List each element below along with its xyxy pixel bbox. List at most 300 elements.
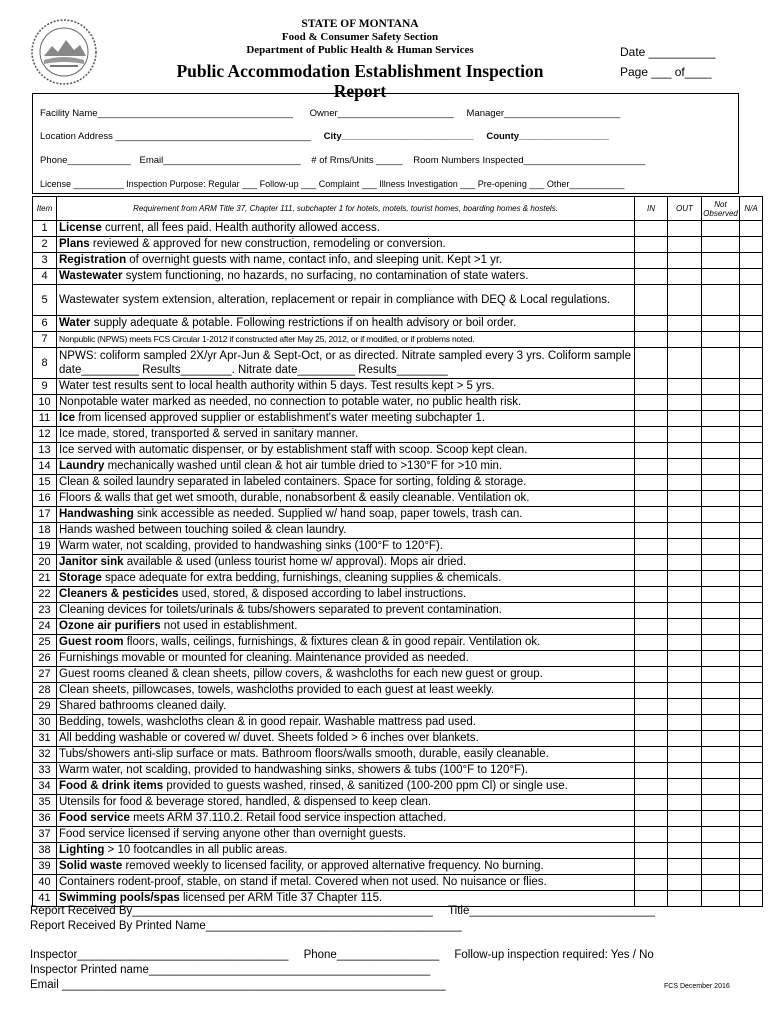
na-checkbox[interactable]	[740, 571, 763, 587]
manager-field[interactable]: Manager______________________	[466, 108, 621, 119]
table-row	[33, 587, 763, 603]
out-checkbox[interactable]	[668, 699, 702, 715]
not-observed-checkbox[interactable]	[702, 332, 740, 348]
requirement-text	[57, 459, 635, 475]
requirement-text	[57, 795, 635, 811]
requirement-detail: Shared bathrooms cleaned daily.	[59, 700, 227, 712]
requirement-text	[57, 285, 635, 316]
in-checkbox[interactable]	[635, 475, 668, 491]
out-checkbox[interactable]	[668, 443, 702, 459]
in-checkbox[interactable]	[635, 491, 668, 507]
na-checkbox[interactable]	[740, 379, 763, 395]
na-checkbox[interactable]	[740, 475, 763, 491]
in-checkbox[interactable]	[635, 587, 668, 603]
table-row	[33, 221, 763, 237]
in-checkbox[interactable]	[635, 683, 668, 699]
requirement-detail: NPWS: coliform sampled 2X/yr Apr-Jun & Sept-Oct, or as directed. Nitrate sampled every 3 yrs. Coliform sample date_________ Results________. Nitrate date_________ Results________	[59, 350, 631, 376]
table-row	[33, 571, 763, 587]
requirement-detail: Clean & soiled laundry separated in labeled containers. Space for sorting, folding & storage.	[59, 476, 527, 488]
in-checkbox[interactable]	[635, 843, 668, 859]
not-observed-checkbox[interactable]	[702, 253, 740, 269]
requirement-text	[57, 253, 635, 269]
not-observed-checkbox[interactable]	[702, 651, 740, 667]
requirement-text	[57, 875, 635, 891]
in-checkbox[interactable]	[635, 619, 668, 635]
not-observed-checkbox[interactable]	[702, 395, 740, 411]
na-checkbox[interactable]	[740, 269, 763, 285]
in-checkbox[interactable]	[635, 795, 668, 811]
requirement-keyword: Lighting	[59, 844, 105, 856]
out-checkbox[interactable]	[668, 427, 702, 443]
out-checkbox[interactable]	[668, 332, 702, 348]
table-row	[33, 523, 763, 539]
na-checkbox[interactable]	[740, 491, 763, 507]
na-checkbox[interactable]	[740, 221, 763, 237]
item-number: 7	[33, 332, 57, 348]
not-observed-checkbox[interactable]	[702, 731, 740, 747]
table-row	[33, 253, 763, 269]
requirement-keyword: License	[59, 222, 102, 234]
requirement-keyword: Janitor sink	[59, 556, 124, 568]
in-checkbox[interactable]	[635, 747, 668, 763]
county-field[interactable]: County_________________	[486, 131, 609, 142]
table-row	[33, 379, 763, 395]
in-checkbox[interactable]	[635, 443, 668, 459]
not-observed-checkbox[interactable]	[702, 555, 740, 571]
out-checkbox[interactable]	[668, 269, 702, 285]
in-checkbox[interactable]	[635, 763, 668, 779]
requirement-detail: space adequate for extra bedding, furnishings, cleaning supplies & chemicals.	[101, 572, 502, 584]
na-checkbox[interactable]	[740, 843, 763, 859]
table-row	[33, 443, 763, 459]
not-observed-checkbox[interactable]	[702, 316, 740, 332]
table-row	[33, 619, 763, 635]
na-checkbox[interactable]	[740, 332, 763, 348]
in-checkbox[interactable]	[635, 571, 668, 587]
not-observed-checkbox[interactable]	[702, 411, 740, 427]
table-row	[33, 763, 763, 779]
table-row	[33, 795, 763, 811]
na-checkbox[interactable]	[740, 507, 763, 523]
na-checkbox[interactable]	[740, 237, 763, 253]
requirement-detail: floors, walls, ceilings, furnishings, & fixtures clean & in good repair. Ventilation ok.	[123, 636, 541, 648]
item-number: 14	[33, 459, 57, 475]
in-checkbox[interactable]	[635, 237, 668, 253]
out-checkbox[interactable]	[668, 379, 702, 395]
room-numbers-field[interactable]: Room Numbers Inspected_______________________	[413, 155, 646, 166]
requirement-text	[57, 683, 635, 699]
not-observed-checkbox[interactable]	[702, 221, 740, 237]
not-observed-checkbox[interactable]	[702, 827, 740, 843]
in-checkbox[interactable]	[635, 269, 668, 285]
location-address-field[interactable]: Location Address _____________________________________	[40, 131, 312, 142]
not-observed-checkbox[interactable]	[702, 811, 740, 827]
followup-field[interactable]: Follow-up inspection required: Yes / No	[454, 949, 654, 961]
facility-name-field[interactable]: Facility Name_____________________________________	[40, 108, 294, 119]
na-checkbox[interactable]	[740, 763, 763, 779]
not-observed-checkbox[interactable]	[702, 779, 740, 795]
in-checkbox[interactable]	[635, 507, 668, 523]
not-observed-checkbox[interactable]	[702, 619, 740, 635]
requirement-keyword: Storage	[59, 572, 102, 584]
requirement-text	[57, 747, 635, 763]
not-observed-checkbox[interactable]	[702, 348, 740, 379]
inspector-field[interactable]: Inspector_________________________________	[30, 949, 289, 961]
na-checkbox[interactable]	[740, 443, 763, 459]
requirement-keyword: Food & drink items	[59, 780, 164, 792]
requirement-detail: reviewed & approved for new construction, remodeling or conversion.	[89, 238, 446, 250]
in-checkbox[interactable]	[635, 539, 668, 555]
not-observed-checkbox[interactable]	[702, 285, 740, 316]
received-by-field[interactable]: Report Received By_______________________________________________	[30, 905, 433, 917]
requirement-detail: Ice served with automatic dispenser, or by establishment staff with scoop. Scoop kept clean.	[59, 444, 528, 456]
requirement-text	[57, 555, 635, 571]
in-checkbox[interactable]	[635, 811, 668, 827]
requirement-text	[57, 779, 635, 795]
na-checkbox[interactable]	[740, 459, 763, 475]
email-field[interactable]: Email__________________________	[139, 155, 301, 166]
requirement-detail: licensed per ARM Title 37 Chapter 115.	[179, 892, 383, 904]
na-checkbox[interactable]	[740, 859, 763, 875]
montana-state-seal	[30, 18, 98, 86]
out-checkbox[interactable]	[668, 253, 702, 269]
not-observed-checkbox[interactable]	[702, 237, 740, 253]
out-checkbox[interactable]	[668, 651, 702, 667]
requirement-text	[57, 443, 635, 459]
not-observed-checkbox[interactable]	[702, 491, 740, 507]
na-checkbox[interactable]	[740, 587, 763, 603]
table-row	[33, 411, 763, 427]
not-observed-checkbox[interactable]	[702, 443, 740, 459]
na-checkbox[interactable]	[740, 747, 763, 763]
inspection-table	[32, 196, 763, 907]
license-purpose-row[interactable]: License __________ Inspection Purpose: Regular ___ Follow-up ___ Complaint ___ Illness Investigation ___ Pre-opening ___ Other___________	[40, 179, 625, 189]
in-checkbox[interactable]	[635, 699, 668, 715]
table-row	[33, 269, 763, 285]
out-checkbox[interactable]	[668, 237, 702, 253]
item-number: 23	[33, 603, 57, 619]
section-name: Food & Consumer Safety Section	[281, 31, 439, 43]
na-checkbox[interactable]	[740, 827, 763, 843]
in-checkbox[interactable]	[635, 221, 668, 237]
table-row	[33, 237, 763, 253]
location-row	[40, 131, 609, 142]
requirement-text	[57, 395, 635, 411]
na-checkbox[interactable]	[740, 427, 763, 443]
item-number: 15	[33, 475, 57, 491]
na-checkbox[interactable]	[740, 603, 763, 619]
requirement-detail: available & used (unless tourist home w/ approval). Mops air dried.	[123, 556, 467, 568]
requirement-keyword: Swimming pools/spas	[59, 892, 180, 904]
out-checkbox[interactable]	[668, 795, 702, 811]
requirement-detail: Cleaning devices for toilets/urinals & tubs/showers separated to prevent contamination.	[59, 604, 502, 616]
na-checkbox[interactable]	[740, 667, 763, 683]
out-checkbox[interactable]	[668, 555, 702, 571]
requirement-text	[57, 491, 635, 507]
not-observed-checkbox[interactable]	[702, 379, 740, 395]
not-observed-checkbox[interactable]	[702, 891, 740, 907]
requirement-keyword: Cleaners & pesticides	[59, 588, 179, 600]
item-number: 11	[33, 411, 57, 427]
rooms-units-field[interactable]: # of Rms/Units _____	[311, 155, 403, 166]
not-observed-checkbox[interactable]	[702, 699, 740, 715]
received-printed-field[interactable]: Report Received By Printed Name________________________________________	[30, 920, 462, 932]
not-observed-checkbox[interactable]	[702, 603, 740, 619]
out-checkbox[interactable]	[668, 395, 702, 411]
na-checkbox[interactable]	[740, 795, 763, 811]
in-checkbox[interactable]	[635, 253, 668, 269]
item-number: 40	[33, 875, 57, 891]
requirement-keyword: Handwashing	[59, 508, 134, 520]
page-field[interactable]: Page ___ of____	[620, 65, 712, 79]
na-header: N/A	[740, 197, 763, 221]
in-checkbox[interactable]	[635, 316, 668, 332]
not-observed-checkbox[interactable]	[702, 269, 740, 285]
item-number: 18	[33, 523, 57, 539]
not-observed-checkbox[interactable]	[702, 763, 740, 779]
not-observed-checkbox[interactable]	[702, 715, 740, 731]
requirement-text	[57, 731, 635, 747]
in-checkbox[interactable]	[635, 651, 668, 667]
requirement-detail: of overnight guests with name, contact info, and sleeping unit. Kept >1 yr.	[126, 254, 503, 266]
out-checkbox[interactable]	[668, 221, 702, 237]
requirement-keyword: Food service	[59, 812, 130, 824]
department-name: Department of Public Health & Human Services	[246, 44, 474, 56]
inspector-printed-field[interactable]: Inspector Printed name____________________________________________	[30, 964, 431, 976]
not-observed-checkbox[interactable]	[702, 843, 740, 859]
item-number: 38	[33, 843, 57, 859]
requirement-detail: Hands washed between touching soiled & clean laundry.	[59, 524, 347, 536]
out-checkbox[interactable]	[668, 571, 702, 587]
out-checkbox[interactable]	[668, 763, 702, 779]
item-header: Item	[33, 197, 57, 221]
item-number: 26	[33, 651, 57, 667]
na-checkbox[interactable]	[740, 715, 763, 731]
item-number: 10	[33, 395, 57, 411]
table-row	[33, 667, 763, 683]
out-checkbox[interactable]	[668, 859, 702, 875]
out-checkbox[interactable]	[668, 411, 702, 427]
phone-field[interactable]: Phone____________	[40, 155, 131, 166]
out-checkbox[interactable]	[668, 523, 702, 539]
na-checkbox[interactable]	[740, 651, 763, 667]
na-checkbox[interactable]	[740, 395, 763, 411]
requirement-detail: Warm water, not scalding, provided to handwashing sinks, showers & tubs (100°F to 120°F).	[59, 764, 528, 776]
na-checkbox[interactable]	[740, 731, 763, 747]
in-checkbox[interactable]	[635, 285, 668, 316]
not-observed-checkbox[interactable]	[702, 475, 740, 491]
report-received-row	[30, 905, 655, 917]
out-header: OUT	[668, 197, 702, 221]
requirement-detail: Clean sheets, pillowcases, towels, washcloths provided to each guest at least weekly.	[59, 684, 495, 696]
table-row	[33, 747, 763, 763]
requirement-detail: Floors & walls that get wet smooth, durable, nonabsorbent & easily cleanable. Ventilation ok.	[59, 492, 530, 504]
na-checkbox[interactable]	[740, 348, 763, 379]
na-checkbox[interactable]	[740, 555, 763, 571]
na-checkbox[interactable]	[740, 635, 763, 651]
requirement-text	[57, 269, 635, 285]
na-checkbox[interactable]	[740, 779, 763, 795]
in-checkbox[interactable]	[635, 523, 668, 539]
table-row	[33, 715, 763, 731]
requirement-keyword: Guest room	[59, 636, 124, 648]
requirement-detail: provided to guests washed, rinsed, & sanitized (100-200 ppm Cl) or single use.	[163, 780, 568, 792]
na-checkbox[interactable]	[740, 875, 763, 891]
requirement-detail: Tubs/showers anti-slip surface or mats. Bathroom floors/walls smooth, durable, easily cleanable.	[59, 748, 549, 760]
in-checkbox[interactable]	[635, 859, 668, 875]
out-checkbox[interactable]	[668, 731, 702, 747]
na-checkbox[interactable]	[740, 316, 763, 332]
out-checkbox[interactable]	[668, 491, 702, 507]
not-observed-checkbox[interactable]	[702, 795, 740, 811]
item-number: 31	[33, 731, 57, 747]
in-checkbox[interactable]	[635, 555, 668, 571]
item-number: 21	[33, 571, 57, 587]
requirement-detail: Containers rodent-proof, stable, on stand if metal. Covered when not used. No nuisance or flies.	[59, 876, 547, 888]
item-number: 2	[33, 237, 57, 253]
requirement-text	[57, 237, 635, 253]
not-observed-checkbox[interactable]	[702, 859, 740, 875]
na-checkbox[interactable]	[740, 523, 763, 539]
item-number: 8	[33, 348, 57, 379]
na-checkbox[interactable]	[740, 411, 763, 427]
not-observed-checkbox[interactable]	[702, 571, 740, 587]
requirement-detail: All bedding washable or covered w/ duvet. Sheets folded > 6 inches over blankets.	[59, 732, 479, 744]
requirement-text	[57, 651, 635, 667]
in-checkbox[interactable]	[635, 603, 668, 619]
in-checkbox[interactable]	[635, 332, 668, 348]
out-checkbox[interactable]	[668, 507, 702, 523]
inspector-row	[30, 949, 654, 961]
requirement-text	[57, 523, 635, 539]
in-checkbox[interactable]	[635, 348, 668, 379]
item-number: 24	[33, 619, 57, 635]
table-row	[33, 395, 763, 411]
title-field[interactable]: Title_____________________________	[448, 905, 655, 917]
out-checkbox[interactable]	[668, 348, 702, 379]
out-checkbox[interactable]	[668, 587, 702, 603]
requirement-text	[57, 843, 635, 859]
not-observed-checkbox[interactable]	[702, 587, 740, 603]
table-row	[33, 491, 763, 507]
not-observed-checkbox[interactable]	[702, 427, 740, 443]
na-checkbox[interactable]	[740, 891, 763, 907]
na-checkbox[interactable]	[740, 699, 763, 715]
na-checkbox[interactable]	[740, 811, 763, 827]
item-number: 28	[33, 683, 57, 699]
requirement-text	[57, 507, 635, 523]
requirement-detail: from licensed approved supplier or establishment's water meeting subchapter 1.	[75, 412, 486, 424]
out-checkbox[interactable]	[668, 459, 702, 475]
in-checkbox[interactable]	[635, 667, 668, 683]
out-checkbox[interactable]	[668, 683, 702, 699]
not-observed-checkbox[interactable]	[702, 459, 740, 475]
table-row	[33, 731, 763, 747]
owner-field[interactable]: Owner______________________	[309, 108, 454, 119]
in-checkbox[interactable]	[635, 779, 668, 795]
requirement-header: Requirement from ARM Title 37, Chapter 111, subchapter 1 for hotels, motels, tourist homes, boarding homes & hostels.	[57, 197, 635, 221]
na-checkbox[interactable]	[740, 539, 763, 555]
out-checkbox[interactable]	[668, 316, 702, 332]
requirement-detail: Guest rooms cleaned & clean sheets, pillow covers, & washcloths for each new guest or group.	[59, 668, 543, 680]
item-number: 9	[33, 379, 57, 395]
item-number: 29	[33, 699, 57, 715]
item-number: 17	[33, 507, 57, 523]
table-row	[33, 843, 763, 859]
out-checkbox[interactable]	[668, 285, 702, 316]
out-checkbox[interactable]	[668, 619, 702, 635]
table-row	[33, 635, 763, 651]
requirement-keyword: Water	[59, 317, 91, 329]
out-checkbox[interactable]	[668, 843, 702, 859]
not-observed-checkbox[interactable]	[702, 683, 740, 699]
in-checkbox[interactable]	[635, 395, 668, 411]
date-field[interactable]: Date __________	[620, 45, 716, 59]
in-checkbox[interactable]	[635, 875, 668, 891]
requirement-detail: Warm water, not scalding, provided to handwashing sinks (100°F to 120°F).	[59, 540, 443, 552]
na-checkbox[interactable]	[740, 619, 763, 635]
report-header	[150, 18, 570, 101]
requirement-keyword: Laundry	[59, 460, 105, 472]
out-checkbox[interactable]	[668, 891, 702, 907]
in-checkbox[interactable]	[635, 635, 668, 651]
out-checkbox[interactable]	[668, 539, 702, 555]
in-checkbox[interactable]	[635, 731, 668, 747]
not-observed-checkbox[interactable]	[702, 747, 740, 763]
in-checkbox[interactable]	[635, 715, 668, 731]
not-observed-checkbox[interactable]	[702, 635, 740, 651]
facility-row	[40, 108, 620, 119]
na-checkbox[interactable]	[740, 683, 763, 699]
not-observed-checkbox[interactable]	[702, 667, 740, 683]
out-checkbox[interactable]	[668, 875, 702, 891]
requirement-detail: current, all fees paid. Health authority allowed access.	[101, 222, 380, 234]
requirement-detail: removed weekly to licensed facility, or approved alternative frequency. No burning.	[122, 860, 544, 872]
out-checkbox[interactable]	[668, 827, 702, 843]
in-checkbox[interactable]	[635, 827, 668, 843]
in-checkbox[interactable]	[635, 379, 668, 395]
requirement-text	[57, 571, 635, 587]
na-checkbox[interactable]	[740, 285, 763, 316]
item-number: 25	[33, 635, 57, 651]
inspector-phone-field[interactable]: Phone________________	[303, 949, 440, 961]
not-observed-checkbox[interactable]	[702, 523, 740, 539]
out-checkbox[interactable]	[668, 667, 702, 683]
out-checkbox[interactable]	[668, 635, 702, 651]
table-row	[33, 651, 763, 667]
in-checkbox[interactable]	[635, 411, 668, 427]
not-observed-checkbox[interactable]	[702, 539, 740, 555]
out-checkbox[interactable]	[668, 715, 702, 731]
not-observed-checkbox[interactable]	[702, 875, 740, 891]
requirement-detail: not used in establishment.	[160, 620, 298, 632]
out-checkbox[interactable]	[668, 747, 702, 763]
in-checkbox[interactable]	[635, 459, 668, 475]
out-checkbox[interactable]	[668, 475, 702, 491]
out-checkbox[interactable]	[668, 811, 702, 827]
requirement-keyword: Ice	[59, 412, 75, 424]
na-checkbox[interactable]	[740, 253, 763, 269]
in-checkbox[interactable]	[635, 427, 668, 443]
not-observed-checkbox[interactable]	[702, 507, 740, 523]
out-checkbox[interactable]	[668, 779, 702, 795]
requirement-text	[57, 667, 635, 683]
inspector-email-field[interactable]: Email ____________________________________________________________	[30, 979, 446, 991]
requirement-keyword: Registration	[59, 254, 127, 266]
requirement-text	[57, 411, 635, 427]
city-field[interactable]: City_________________________	[323, 131, 474, 142]
out-checkbox[interactable]	[668, 603, 702, 619]
